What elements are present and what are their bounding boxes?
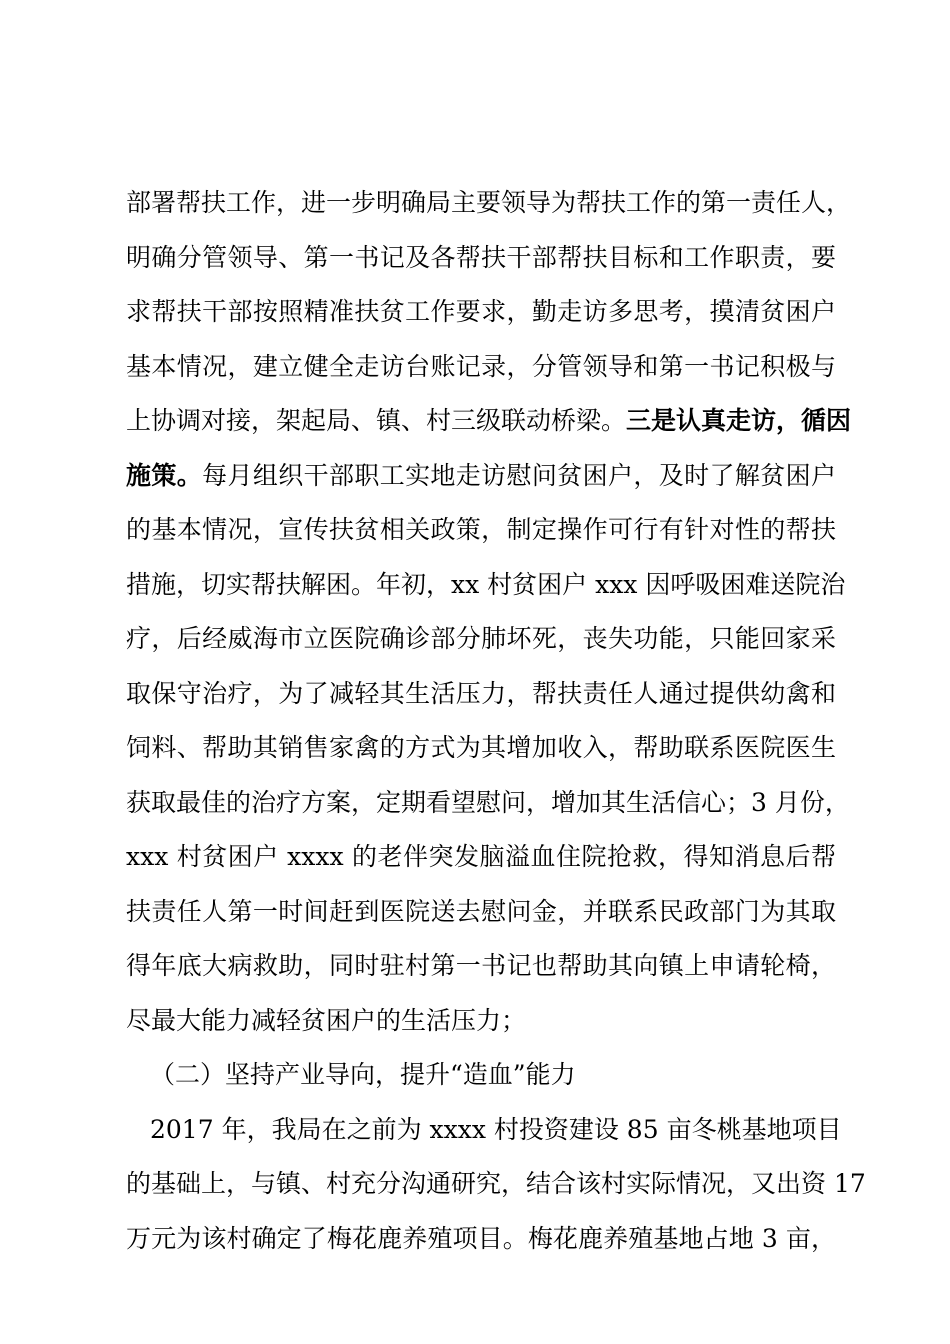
- text-line: 求帮扶干部按照精准扶贫工作要求，勤走访多思考，摸清贫困户: [126, 297, 836, 326]
- text-line: xxx 村贫困户 xxxx 的老伴突发脑溢血住院抢救，得知消息后帮: [126, 842, 836, 871]
- body-text: [126, 176, 866, 1266]
- text-line: 疗，后经威海市立医院确诊部分肺坏死，丧失功能，只能回家采: [126, 624, 836, 653]
- text-line: 的基本情况，宣传扶贫相关政策，制定操作可行有针对性的帮扶: [126, 515, 836, 544]
- text-line: [126, 449, 836, 504]
- text-line: 尽最大能力减轻贫困户的生活压力；: [126, 1005, 527, 1035]
- text-line: 扶责任人第一时间赶到医院送去慰问金，并联系民政部门为其取: [126, 896, 836, 926]
- text-line: 获取最佳的治疗方案，定期看望慰问，增加其生活信心；3 月份，: [126, 787, 850, 817]
- bold-heading-run: 三是认真走访，循因: [626, 406, 852, 435]
- text-run: 上协调对接，架起局、镇、村三级联动桥梁。: [126, 406, 627, 435]
- text-line: 2017 年，我局在之前为 xxxx 村投资建设 85 亩冬桃基地项目: [150, 1114, 842, 1144]
- text-line: [126, 394, 852, 449]
- text-line: 万元为该村确定了梅花鹿养殖项目。梅花鹿养殖基地占地 3 亩，: [126, 1223, 836, 1253]
- text-line: 的基础上，与镇、村充分沟通研究，结合该村实际情况，又出资 17: [126, 1169, 866, 1198]
- bold-heading-run: 施策。: [126, 460, 203, 490]
- section-heading: （二）坚持产业导向，提升“造血”能力: [150, 1060, 576, 1089]
- text-line: 取保守治疗，为了减轻其生活压力，帮扶责任人通过提供幼禽和: [126, 678, 836, 708]
- text-line: 得年底大病救助，同时驻村第一书记也帮助其向镇上申请轮椅，: [126, 951, 836, 980]
- text-line: 饲料、帮助其销售家禽的方式为其增加收入，帮助联系医院医生: [126, 733, 836, 762]
- text-line: 基本情况，建立健全走访台账记录，分管领导和第一书记积极与: [126, 351, 836, 381]
- text-line: 明确分管领导、第一书记及各帮扶干部帮扶目标和工作职责，要: [126, 242, 836, 272]
- text-run: 每月组织干部职工实地走访慰问贫困户，及时了解贫困户: [202, 460, 836, 490]
- text-line: 措施，切实帮扶解困。年初，xx 村贫困户 xxx 因呼吸困难送院治: [126, 569, 846, 599]
- text-line: 部署帮扶工作，进一步明确局主要领导为帮扶工作的第一责任人，: [126, 188, 852, 217]
